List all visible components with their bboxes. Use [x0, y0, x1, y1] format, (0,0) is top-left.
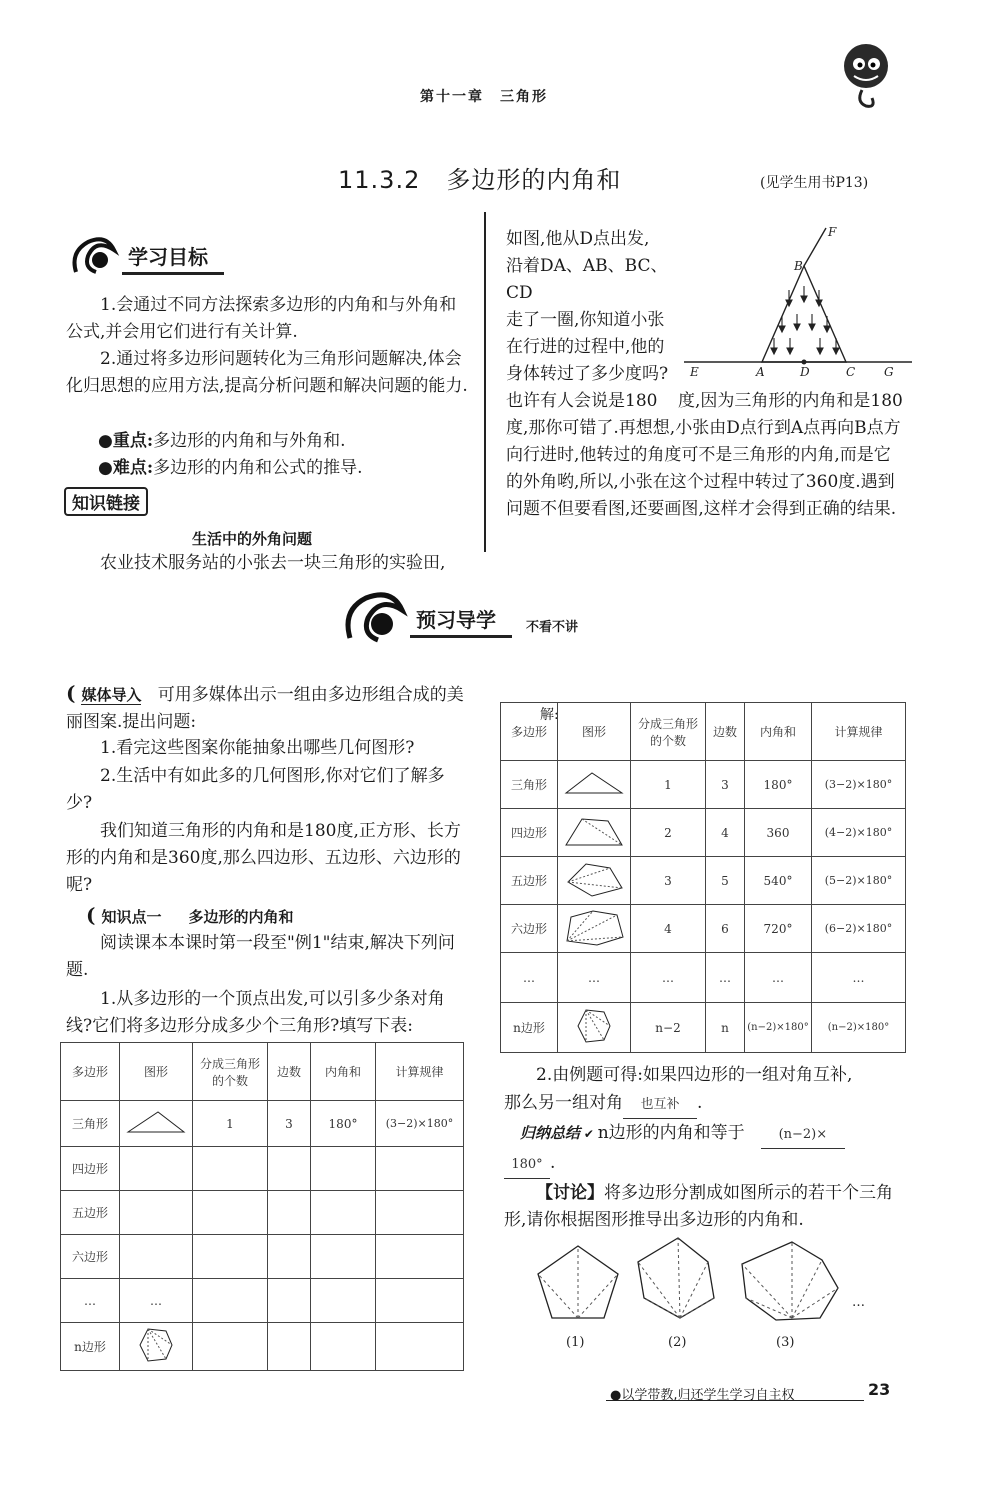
- table-cell: 2: [631, 809, 706, 857]
- point-label: G: [884, 365, 894, 379]
- figure-caption: (2): [668, 1335, 687, 1350]
- table-cell: …: [745, 953, 812, 1003]
- table-cell: …: [120, 1279, 193, 1323]
- table-cell: 4: [631, 905, 706, 953]
- table-cell: 180°: [745, 761, 812, 809]
- ngon-shape: [574, 1006, 614, 1046]
- q2-answer: 也互补: [623, 1091, 697, 1119]
- table-header: 图形: [120, 1043, 193, 1101]
- difficult-point: [98, 455, 363, 482]
- summary-suffix: .: [550, 1153, 556, 1173]
- kp-question-1: 1.从多边形的一个顶点出发,可以引多少条对角线?它们将多边形分成多少个三角形?填写下表:: [66, 989, 445, 1036]
- table-cell: 4: [706, 809, 745, 857]
- shape-cell: [558, 761, 631, 809]
- answer-polygon-table: [500, 702, 906, 1053]
- story-line: 走了一圈,你知道小张: [506, 310, 665, 330]
- table-cell: 五边形: [61, 1191, 120, 1235]
- footer-motto: ●以学带教,归还学生学习自主权: [610, 1388, 795, 1403]
- shape-cell: [120, 1323, 193, 1371]
- section-number: 11.3.2: [338, 166, 421, 194]
- polygon-division-figures: [530, 1232, 910, 1352]
- summary-text: n边形的内角和等于: [597, 1123, 745, 1143]
- media-intro: [66, 680, 468, 736]
- table-cell: n边形: [61, 1323, 120, 1371]
- table-header: 多边形: [501, 703, 558, 761]
- story-line: 如图,他从D点出发,: [506, 229, 650, 249]
- key-point: [98, 428, 346, 455]
- table-cell: (3−2)×180°: [376, 1101, 464, 1147]
- table-header: 内角和: [311, 1043, 376, 1101]
- table-cell: 三角形: [61, 1101, 120, 1147]
- table-header: 边数: [706, 703, 745, 761]
- preview-title: 预习导学: [410, 604, 512, 638]
- table-cell: (6−2)×180°: [812, 905, 906, 953]
- section-name: 多边形的内角和: [446, 166, 622, 194]
- point-label: A: [756, 365, 765, 379]
- table-cell: 六边形: [501, 905, 558, 953]
- table-header: 多边形: [61, 1043, 120, 1101]
- kp-label: 知识点一: [101, 908, 162, 926]
- table-cell: 1: [193, 1101, 268, 1147]
- story-rest: 度,因为三角形的内角和是180度,那你可错了.再想想,小张由D点行到A点再向B点方向行进时,他转过的角度可不是三角形的内角,而是它的外角哟,所以,小张在这个过程中转过了360度.遇到问题不但要看图,还要画图,这样才会得到正确的结果.: [506, 391, 903, 519]
- difficult-text: 多边形的内角和公式的推导.: [153, 458, 363, 478]
- question-1: 1.看完这些图案你能抽象出哪些几何图形?: [100, 738, 415, 758]
- point-label: E: [690, 365, 699, 379]
- discussion-text: 将多边形分割成如图所示的若干个三角形,请你根据图形推导出多边形的内角和.: [504, 1183, 893, 1230]
- figure-caption: (1): [566, 1335, 585, 1350]
- bracket-icon: (: [66, 681, 76, 705]
- table-cell: n−2: [631, 1003, 706, 1053]
- table-header: 内角和: [745, 703, 812, 761]
- point-label: B: [794, 259, 803, 273]
- preview-banner: [340, 588, 578, 654]
- page-number: 23: [868, 1380, 891, 1399]
- discussion: [504, 1180, 908, 1234]
- point-label: F: [828, 225, 837, 239]
- shape-cell: [558, 905, 631, 953]
- triangle-walk-figure: [684, 222, 914, 382]
- answer-label: 解:: [540, 707, 559, 723]
- table-cell: …: [706, 953, 745, 1003]
- table-cell: 3: [268, 1101, 311, 1147]
- summary-answer-b: 180°: [504, 1151, 550, 1179]
- pentagon-shape: [562, 860, 626, 898]
- table-cell: 五边形: [501, 857, 558, 905]
- quadrilateral-shape: [562, 813, 626, 849]
- table-cell: 1: [631, 761, 706, 809]
- bracket-icon: (: [86, 903, 96, 927]
- kp-instruction: 阅读课本本课时第一段至"例1"结束,解决下列问题.: [66, 933, 455, 980]
- goals-title: 学习目标: [122, 241, 224, 275]
- table-cell: 540°: [745, 857, 812, 905]
- table-cell: 3: [706, 761, 745, 809]
- table-cell: …: [61, 1279, 120, 1323]
- story-line: 沿着DA、AB、BC、CD: [506, 256, 668, 303]
- goals-banner: [66, 232, 224, 284]
- key-text: 多边形的内角和与外角和.: [153, 431, 346, 451]
- question-2-line-2: [504, 1090, 702, 1119]
- question-2: 2.生活中有如此多的几何图形,你对它们了解多少?: [66, 766, 445, 813]
- summary-label: 归纳总结: [520, 1124, 581, 1142]
- q2-prefix: 那么另一组对角: [504, 1093, 623, 1113]
- goal-item: 1.会通过不同方法探索多边形的内角和与外角和公式,并会用它们进行有关计算.: [66, 295, 457, 342]
- difficult-label: ●难点:: [98, 458, 154, 478]
- swirl-icon: [340, 588, 410, 654]
- table-cell: n: [706, 1003, 745, 1053]
- table-cell: (4−2)×180°: [812, 809, 906, 857]
- story-top: [506, 226, 684, 415]
- table-cell: 四边形: [61, 1147, 120, 1191]
- question-2-line-1: 2.由例题可得:如果四边形的一组对角互补,: [536, 1065, 853, 1085]
- knowledge-point-heading: [86, 902, 294, 931]
- table-header: 边数: [268, 1043, 311, 1101]
- triangle-shape: [562, 769, 626, 797]
- blank-polygon-table: [60, 1042, 464, 1371]
- story-line: 也许有人会说是180: [506, 391, 658, 411]
- summary-answer-a: (n−2)×: [761, 1121, 845, 1149]
- triangle-shape: [124, 1108, 188, 1136]
- life-heading: 生活中的外角问题: [192, 530, 313, 548]
- table-header: 分成三角形的个数: [193, 1043, 268, 1101]
- table-cell: 180°: [311, 1101, 376, 1147]
- table-cell: 三角形: [501, 761, 558, 809]
- figure-caption: (3): [776, 1335, 795, 1350]
- preview-subtitle: 不看不讲: [526, 619, 579, 635]
- shape-cell: [558, 809, 631, 857]
- summary: [520, 1120, 845, 1149]
- table-cell: 6: [706, 905, 745, 953]
- mascot-icon: [832, 36, 902, 110]
- table-cell: 3: [631, 857, 706, 905]
- goals-list: [66, 292, 470, 400]
- column-divider: [484, 212, 486, 552]
- table-cell: 720°: [745, 905, 812, 953]
- media-text: 可用多媒体出示一组由多边形组合成的美丽图案.提出问题:: [66, 685, 464, 732]
- key-label: ●重点:: [98, 431, 154, 451]
- shape-cell: [558, 1003, 631, 1053]
- table-cell: 四边形: [501, 809, 558, 857]
- figure-ellipsis: …: [852, 1295, 865, 1310]
- story-line: 身体转过了多少度吗?: [506, 364, 669, 384]
- shape-cell: [120, 1101, 193, 1147]
- table-cell: (n−2)×180°: [812, 1003, 906, 1053]
- shape-cell: [558, 857, 631, 905]
- summary-line-2: [504, 1150, 555, 1179]
- table-cell: 六边形: [61, 1235, 120, 1279]
- knowledge-link-label: 知识链接: [64, 487, 148, 516]
- media-label: 媒体导入: [81, 686, 142, 704]
- table-cell: (5−2)×180°: [812, 857, 906, 905]
- ngon-shape: [136, 1325, 176, 1365]
- table-cell: (3−2)×180°: [812, 761, 906, 809]
- table-cell: (n−2)×180°: [745, 1003, 812, 1053]
- swirl-icon: [66, 232, 122, 284]
- table-header: 图形: [558, 703, 631, 761]
- table-header: 计算规律: [812, 703, 906, 761]
- table-cell: …: [812, 953, 906, 1003]
- life-intro: 农业技术服务站的小张去一块三角形的实验田,: [100, 553, 446, 573]
- discussion-label: 【讨论】: [536, 1183, 604, 1203]
- point-label: D: [800, 365, 810, 379]
- story-line: 在行进的过程中,他的: [506, 337, 665, 357]
- table-cell: 360: [745, 809, 812, 857]
- goal-item: 2.通过将多边形问题转化为三角形问题解决,体会化归思想的应用方法,提高分析问题和解决问题的能力.: [66, 349, 468, 396]
- table-cell: 5: [706, 857, 745, 905]
- table-header: 分成三角形的个数: [631, 703, 706, 761]
- table-cell: …: [631, 953, 706, 1003]
- table-header: 计算规律: [376, 1043, 464, 1101]
- kp-title: 多边形的内角和: [188, 908, 294, 926]
- table-cell: n边形: [501, 1003, 558, 1053]
- q2-suffix: .: [697, 1093, 703, 1113]
- sum-paragraph: 我们知道三角形的内角和是180度,正方形、长方形的内角和是360度,那么四边形、五边形、六边形的呢?: [66, 821, 461, 895]
- chapter-header: 第十一章 三角形: [420, 89, 548, 105]
- check-icon: ✔: [580, 1127, 598, 1141]
- point-label: C: [846, 365, 856, 379]
- table-cell: …: [501, 953, 558, 1003]
- section-title: [338, 160, 621, 195]
- table-cell: …: [558, 953, 631, 1003]
- book-reference: (见学生用书P13): [760, 175, 869, 191]
- hexagon-shape: [561, 907, 627, 947]
